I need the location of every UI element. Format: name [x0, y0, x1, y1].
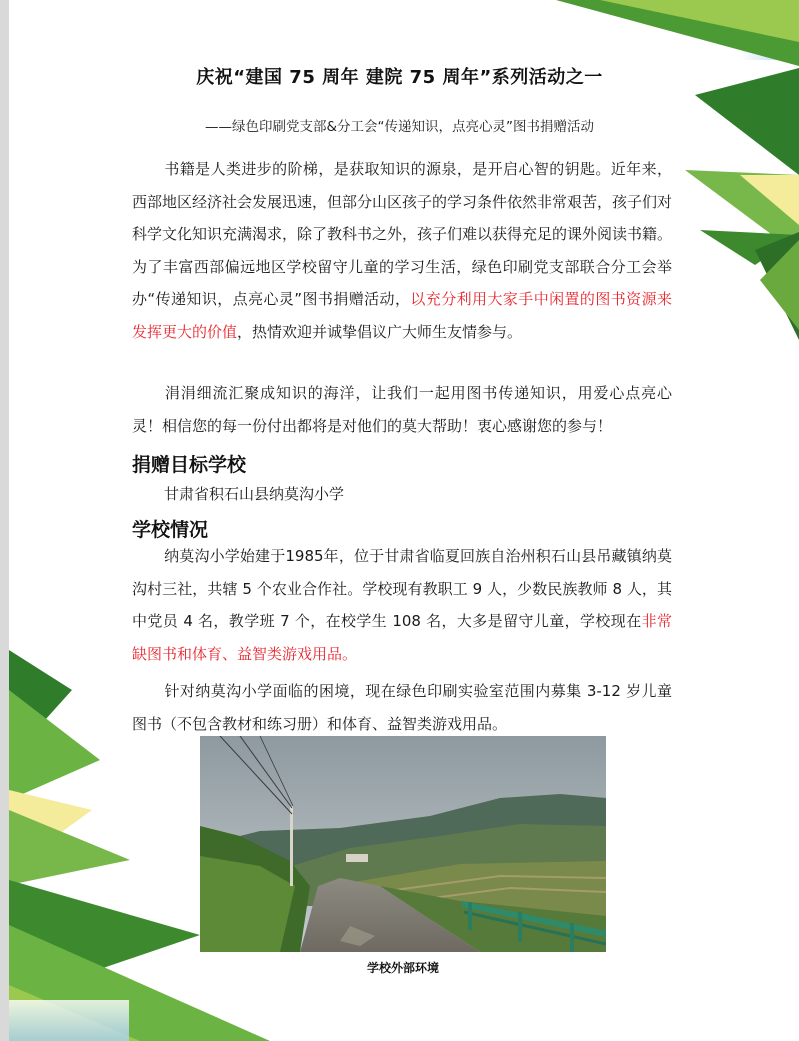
intro-highlight-text: 以充分利用大家手中闲置的图书资源来发挥更大的价值	[132, 290, 672, 341]
document-subtitle: ——绿色印刷党支部&分工会“传递知识，点亮心灵”图书捐赠活动	[204, 119, 594, 135]
school-environment-photo	[200, 736, 606, 952]
intro-paragraph-2	[132, 377, 672, 442]
school-paragraph-2	[132, 675, 672, 740]
school-highlight-text: 非常缺图书和体育、益智类游戏用品。	[132, 612, 672, 663]
school-text-a: 纳莫沟小学始建于1985年，位于甘肃省临夏回族自治州积石山县吊藏镇纳莫沟村三社，共辖 5 个农业合作社。学校现有教职工 9 人，少数民族教师 8 人，其中党员 4 名，教学班 7 个，在校学生 108 名，大多是留守儿童，学校现在	[132, 547, 672, 630]
target-school-heading: 捐赠目标学校	[132, 454, 247, 476]
target-school-name: 甘肃省积石山县纳莫沟小学	[164, 485, 345, 503]
intro-paragraph-1	[132, 153, 672, 348]
document-title: 庆祝“建国 75 周年 建院 75 周年”系列活动之一	[196, 67, 603, 88]
intro-text-b: ，热情欢迎并诚挚倡议广大师生友情参与。	[237, 322, 523, 341]
photo-caption: 学校外部环境	[366, 961, 439, 975]
intro-text-2: 涓涓细流汇聚成知识的海洋，让我们一起用图书传递知识，用爱心点亮心灵！相信您的每一份付出都将是对他们的莫大帮助！衷心感谢您的参与！	[132, 384, 672, 435]
school-info-heading: 学校情况	[132, 519, 209, 541]
intro-text-a: 书籍是人类进步的阶梯，是获取知识的源泉，是开启心智的钥匙。近年来，西部地区经济社会发展迅速，但部分山区孩子的学习条件依然非常艰苦，孩子们对科学文化知识充满渴求，除了教科书之外，孩子们难以获得充足的课外阅读书籍。为了丰富西部偏远地区学校留守儿童的学习生活，绿色印刷党支部联合分工会举办“传递知识，点亮心灵”图书捐赠活动，	[132, 160, 673, 308]
school-text-2: 针对纳莫沟小学面临的困境，现在绿色印刷实验室范围内募集 3-12 岁儿童图书（不包含教材和练习册）和体育、益智类游戏用品。	[132, 682, 672, 733]
school-paragraph-1	[132, 540, 672, 670]
